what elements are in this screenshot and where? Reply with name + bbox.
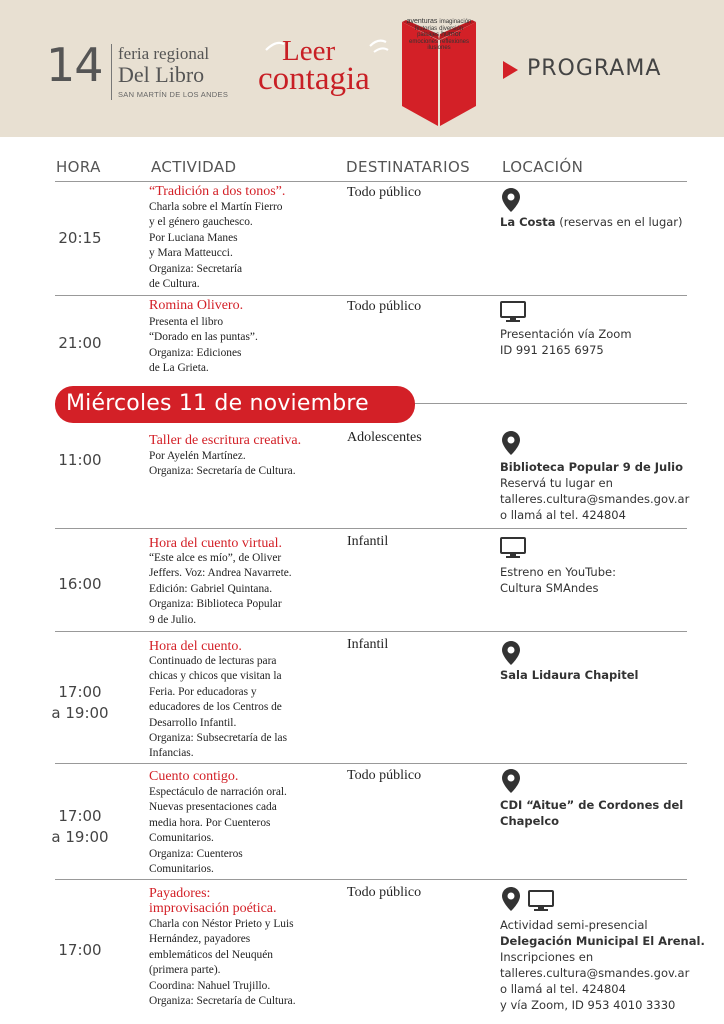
event-time: 17:00 (58, 807, 102, 825)
event-title: Payadores: improvisación poética. (149, 886, 277, 916)
event-title: Hora del cuento. (149, 639, 242, 654)
event-audience: Adolescentes (347, 430, 422, 445)
divider (55, 631, 687, 632)
event-audience: Infantil (347, 534, 389, 549)
event-time-end: a 19:00 (51, 828, 109, 846)
location-label: SAN MARTÍN DE LOS ANDES (118, 90, 229, 99)
header-divider (111, 44, 112, 100)
event-description: Continuado de lecturas para chicas y chicos que visitan la Feria. Por educadoras y educadores de los Centros de Desarrollo Infantil. Organiza: Subsecretaría de las Infancias. (149, 655, 288, 760)
event-title: Hora del cuento virtual. (149, 536, 282, 551)
location-pin-icon (502, 641, 520, 665)
event-location: La Costa (reservas en el lugar) (500, 215, 683, 229)
event-description: Charla sobre el Martín Fierro y el género gauchesco. Por Luciana Manes y Mara Matteucci. Organiza: Secretaría de Cultura. (149, 201, 283, 291)
monitor-icon (500, 301, 526, 323)
location-pin-icon (502, 431, 520, 455)
event-audience: Todo público (347, 768, 422, 783)
col-destinatarios: DESTINATARIOS (346, 158, 471, 176)
divider (55, 879, 687, 880)
event-time: 16:00 (58, 575, 102, 593)
location-pin-icon (502, 887, 520, 911)
programa-title: PROGRAMA (527, 56, 662, 81)
feria-label: feria regional (118, 44, 210, 63)
event-description: Charla con Néstor Prieto y Luis Hernández, payadores emblemáticos del Neuquén (primera parte). Coordina: Nahuel Trujillo. Organiza: Secretaría de Cultura. (149, 918, 296, 1008)
location-pin-icon (502, 188, 520, 212)
header-band (0, 0, 724, 137)
location-pin-icon (502, 769, 520, 793)
event-location: Biblioteca Popular 9 de Julio Reservá tu lugar en talleres.cultura@smandes.gov.ar o llamá al tel. 424804 (500, 460, 690, 522)
divider (55, 528, 687, 529)
book-word-cloud: aventuras imaginación historias diversión paisajes humor emociones reflexiones ilusiones (406, 18, 472, 51)
col-hora: HORA (56, 158, 101, 176)
event-time-end: a 19:00 (51, 704, 109, 722)
event-time: 11:00 (58, 451, 102, 469)
play-arrow-icon (503, 61, 518, 79)
divider (55, 763, 687, 764)
event-description: “Este alce es mío”, de Oliver Jeffers. Voz: Andrea Navarrete. Edición: Gabriel Quintana. Organiza: Biblioteca Popular 9 de Julio. (149, 552, 292, 626)
event-time: 21:00 (58, 334, 102, 352)
logo-contagia: contagia (258, 61, 370, 97)
event-time: 20:15 (58, 229, 102, 247)
event-location: Sala Lidaura Chapitel (500, 668, 639, 682)
event-title: Romina Olivero. (149, 298, 244, 313)
event-audience: Todo público (347, 185, 422, 200)
event-location: Presentación vía Zoom ID 991 2165 6975 (500, 327, 632, 357)
event-location: CDI “Aitue” de Cordones del Chapelco (500, 798, 684, 828)
event-location: Estreno en YouTube: Cultura SMAndes (500, 565, 616, 595)
event-time: 17:00 (58, 941, 102, 959)
event-time: 17:00 (58, 683, 102, 701)
event-title: Taller de escritura creativa. (149, 433, 302, 448)
del-libro-label: Del Libro (118, 62, 205, 87)
monitor-icon (500, 537, 526, 559)
divider (55, 181, 687, 182)
event-audience: Infantil (347, 637, 389, 652)
event-description: Presenta el libro “Dorado en las puntas”. Organiza: Ediciones de La Grieta. (149, 316, 258, 375)
edition-number: 14 (46, 38, 103, 92)
event-title: Cuento contigo. (149, 769, 239, 784)
event-title: “Tradición a dos tonos”. (149, 184, 286, 199)
event-description: Espectáculo de narración oral. Nuevas presentaciones cada media hora. Por Cuenteros Comunitarios. Organiza: Cuenteros Comunitarios. (149, 786, 287, 876)
col-locacion: LOCACIÓN (502, 158, 584, 176)
event-description: Por Ayelén Martínez. Organiza: Secretaría de Cultura. (149, 450, 296, 478)
event-location: Actividad semi-presencial Delegación Municipal El Arenal. Inscripciones en talleres.cultura@smandes.gov.ar o llamá al tel. 424804 y vía Zoom, ID 953 4010 3330 (500, 918, 705, 1012)
day-banner-text: Miércoles 11 de noviembre (66, 391, 369, 416)
divider (55, 295, 687, 296)
monitor-icon (528, 890, 554, 912)
col-actividad: ACTIVIDAD (151, 158, 237, 176)
event-audience: Todo público (347, 885, 422, 900)
logo-leer: Leer (282, 35, 336, 67)
event-audience: Todo público (347, 299, 422, 314)
